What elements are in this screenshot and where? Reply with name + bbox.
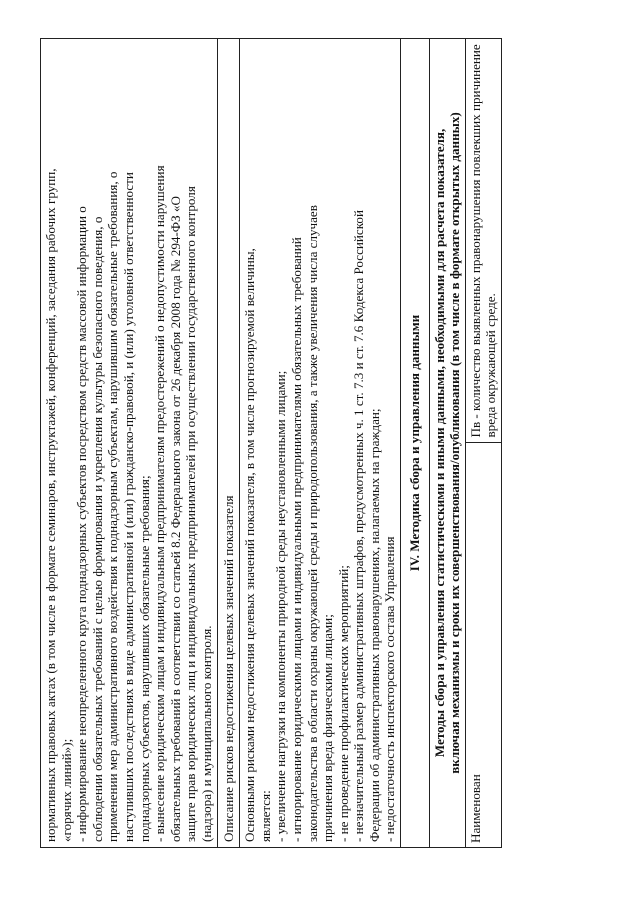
section-title: IV. Методика сбора и управления данными bbox=[407, 314, 423, 572]
table-row bbox=[41, 39, 218, 848]
name-value: Пв - количество выявленных правонарушения повлекших причинение вреда окружающей среде. bbox=[467, 44, 499, 438]
risk-heading: Описание рисков недостижения целевых значений показателя bbox=[220, 495, 236, 842]
text-line: является: bbox=[257, 790, 273, 842]
measures-text bbox=[43, 44, 215, 842]
text-line: обязательных требований в соответствии со статьей 8.2 Федерального закона от 26 декабря 2008 года № 294-ФЗ «О bbox=[167, 196, 183, 842]
table-row bbox=[465, 39, 501, 848]
rotated-document-page bbox=[40, 38, 605, 848]
section-title-cell bbox=[401, 39, 430, 848]
risk-heading-cell bbox=[217, 39, 240, 848]
text-line: нормативных правовых актах (в том числе в формате семинаров, инструктажей, конференций, заседания рабочих групп, bbox=[43, 168, 58, 842]
name-value-cell bbox=[465, 39, 501, 444]
text-line: Основными рисками недостижения целевых значений показателя, в том числе прогнозируемой величины, bbox=[242, 248, 258, 842]
text-line: применении мер административного воздействия к поднадзорным субъектам, нарушившим обязательные требования, о bbox=[105, 171, 121, 842]
text-line: законодательства в области охраны окружающей среды и природопользования, а также увеличения числа случаев bbox=[304, 205, 320, 842]
measures-text-cell bbox=[41, 39, 218, 848]
indicator-table bbox=[40, 38, 502, 848]
text-line: - недостаточность инспекторского состава Управления bbox=[382, 536, 398, 842]
name-label-cell bbox=[465, 443, 501, 848]
text-line: - вынесение юридическим лицам и индивидуальным предпринимателям предостережений о недопустимости нарушения bbox=[152, 165, 168, 842]
text-line: защите прав юридических лиц и индивидуальных предпринимателей при осуществлении государственного контроля bbox=[183, 186, 199, 842]
name-label: Наименован bbox=[467, 774, 483, 843]
text-line: - незначительный размер административных штрафов, предусмотренных ч. 1 ст. 7.3 и ст. 7.6 Кодекса Российской bbox=[351, 210, 367, 842]
table-row bbox=[429, 39, 465, 848]
methods-heading-line-1: Методы сбора и управления статистическими и иными данными, необходимыми для расчета показателя, bbox=[431, 128, 447, 758]
text-line: наступивших последствиях в виде административной и (или) гражданско-правовой, и (или) уголовной ответственности bbox=[120, 172, 136, 842]
table-row bbox=[240, 39, 401, 848]
risk-text bbox=[242, 44, 398, 842]
table-row bbox=[217, 39, 240, 848]
text-line: причинения вреда физическими лицами; bbox=[320, 614, 336, 842]
risk-text-cell bbox=[240, 39, 401, 848]
text-line: Федерации об административных правонарушениях, налагаемых на граждан; bbox=[366, 408, 382, 842]
text-line: - игнорирование юридическими лицами и индивидуальными предпринимателями обязательных требований bbox=[288, 237, 304, 842]
text-line: «горячих линий»); bbox=[58, 738, 74, 842]
text-line: соблюдении обязательных требований с целью формирования и укрепления культуры безопасного поведения, о bbox=[89, 216, 105, 842]
table-row bbox=[401, 39, 430, 848]
text-line: - увеличение нагрузки на компоненты природной среды неустановленными лицами; bbox=[273, 370, 289, 842]
methods-heading-cell bbox=[429, 39, 465, 848]
text-line: - не проведение профилактических мероприятий; bbox=[335, 565, 351, 842]
text-line: поднадзорных субъектов, нарушивших обязательные требования; bbox=[136, 475, 152, 842]
text-line: - информирование неопределенного круга поднадзорных субъектов посредством средств массовой информации о bbox=[74, 206, 90, 842]
text-line: (надзора) и муниципального контроля. bbox=[198, 625, 214, 842]
methods-heading-line-2: включая механизмы и сроки их совершенствования/опубликования (в том числе в формате открытых данных) bbox=[447, 112, 463, 774]
